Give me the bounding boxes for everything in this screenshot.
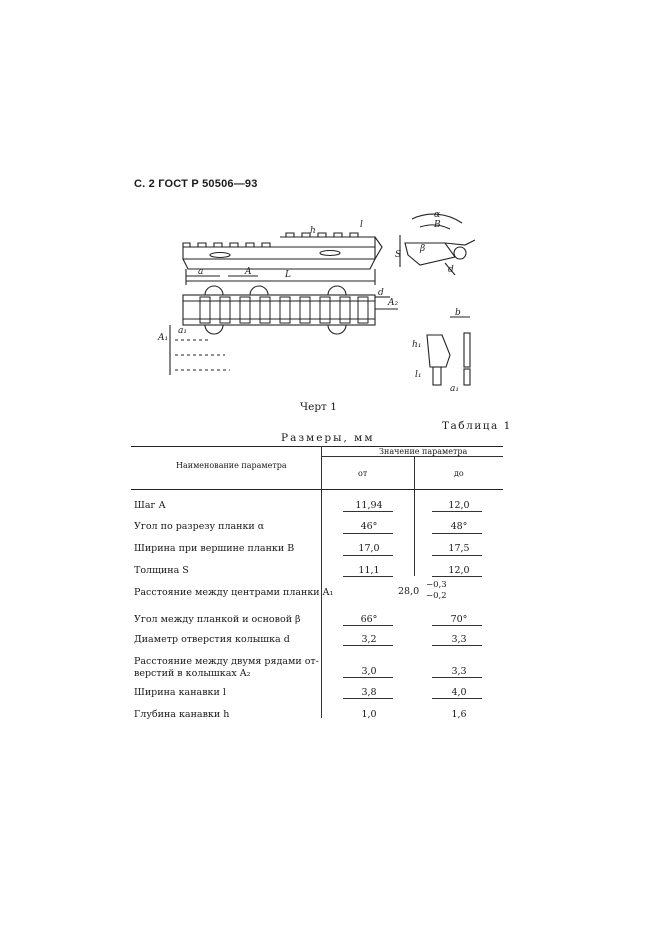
row-name: Угол между планкой и основой β [134,614,301,625]
column-header-name: Наименование параметра [176,461,287,470]
row-to: 17,5 [448,543,470,554]
value-underline [343,576,393,577]
value-underline [343,533,393,534]
row-name-line2: верстий в колышках A₂ [134,668,251,679]
row-to: 4,0 [451,687,467,698]
row-name: Ширина при вершине планки В [134,543,295,554]
column-divider [321,446,322,718]
value-underline [432,698,482,699]
table-number: Таблица 1 [442,420,512,432]
label-d1: d [378,288,384,298]
row-name: Расстояние между двумя рядами от- [134,656,319,667]
label-l1: l₁ [415,370,422,380]
label-d: d [448,265,454,275]
value-underline [343,698,393,699]
row-to: 1,6 [451,709,467,720]
page-header: С. 2 ГОСТ Р 50506—93 [134,178,258,190]
row-name: Ширина канавки l [134,687,226,698]
row-from: 1,0 [361,709,377,720]
label-a1: a₁ [178,326,187,336]
label-a: a [198,267,204,277]
value-underline [432,555,482,556]
value-underline [343,677,393,678]
label-A1: A₁ [158,333,169,343]
value-underline [432,625,482,626]
label-h: h [310,226,316,236]
label-alpha: α [434,210,441,220]
row-from: 3,0 [361,666,377,677]
value-underline [432,511,482,512]
value-underline [343,511,393,512]
row-from: 11,1 [358,565,380,576]
value-underline [343,625,393,626]
row-merged: 28,0 [398,586,420,597]
technical-drawing [150,205,510,405]
row-to: 12,0 [448,500,470,511]
row-to: 3,3 [451,634,467,645]
row-to: 12,0 [448,565,470,576]
row-tol-lower: −0,2 [426,591,447,601]
column-header-value: Значение параметра [379,447,468,456]
table-title: Размеры, мм [281,432,375,444]
row-name: Диаметр отверстия колышка d [134,634,290,645]
table-header-rule [131,489,503,490]
row-from: 66° [360,614,378,625]
value-underline [432,533,482,534]
label-S: S [395,250,402,260]
label-A2: A₂ [388,298,399,308]
value-underline [432,576,482,577]
row-from: 17,0 [358,543,380,554]
column-header-to: до [454,469,464,478]
column-divider-inner [414,456,415,576]
row-name: Толщина S [134,565,189,576]
row-from: 46° [360,521,378,532]
row-from: 11,94 [355,500,383,511]
value-underline [343,555,393,556]
column-header-from: от [358,469,368,478]
label-A: A [245,267,252,277]
label-B: B [434,220,441,230]
row-from: 3,8 [361,687,377,698]
label-beta: β [420,244,426,254]
row-to: 3,3 [451,666,467,677]
row-to: 70° [450,614,468,625]
label-h1: h₁ [412,340,422,350]
row-name: Глубина канавки h [134,709,230,720]
row-from: 3,2 [361,634,377,645]
label-a2: a₁ [450,384,459,394]
label-b: b [455,308,461,318]
value-underline [432,677,482,678]
row-name: Шаг А [134,500,166,511]
value-underline [432,645,482,646]
row-name: Расстояние между центрами планки A₁ [134,587,334,598]
row-tol-upper: −0,3 [426,580,447,590]
row-name: Угол по разрезу планки α [134,521,265,532]
subheader-rule [321,456,503,457]
value-underline [343,645,393,646]
label-l: l [360,220,363,230]
figure-caption: Черт 1 [300,401,337,413]
label-L: L [285,270,291,280]
row-to: 48° [450,521,468,532]
